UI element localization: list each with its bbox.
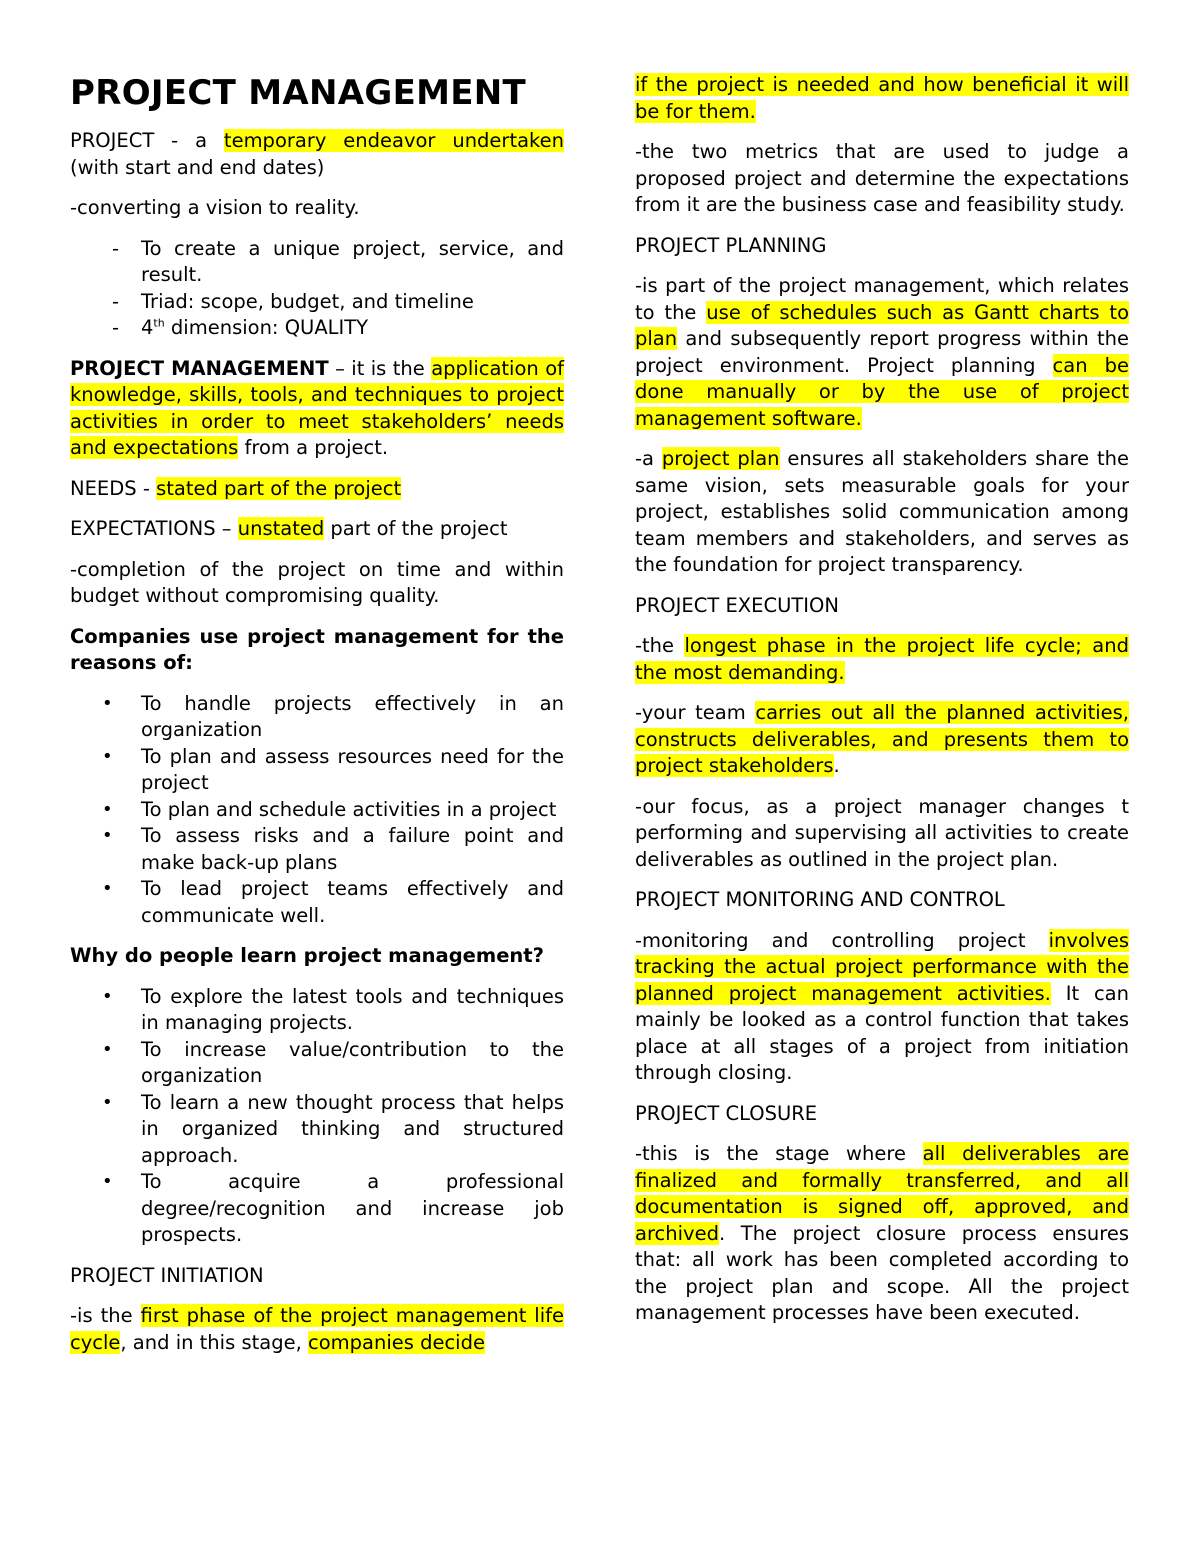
expectations-rest: part of the project <box>324 517 508 540</box>
closure-text <box>635 1141 1129 1327</box>
initiation-continuation-highlight: if the project is needed and how beneficial it will be for them. <box>635 73 1129 123</box>
why-heading: Why do people learn project management? <box>70 944 544 967</box>
metrics-text: -the two metrics that are used to judge a proposed project and determine the expectations from it are the business case and feasibility study. <box>635 140 1129 216</box>
monitoring-rest: It can mainly be looked as a control function that takes place at all stages of a project from initiation through closing. <box>635 981 1129 1084</box>
planning-highlight-1: use of schedules such as Gantt charts to plan <box>635 300 1129 350</box>
list-item-text: 4 <box>141 316 154 339</box>
bullet-marker: • <box>102 692 113 714</box>
execution-heading: PROJECT EXECUTION <box>635 593 839 617</box>
initiation-continuation <box>635 72 1129 125</box>
pm-definition <box>70 356 564 462</box>
bullet-marker: • <box>102 825 113 846</box>
list-item-text: To acquire a professional degree/recognition and increase job prospects. <box>141 1170 564 1246</box>
why-list <box>70 984 564 1249</box>
needs-definition <box>70 476 564 503</box>
list-item <box>70 315 564 342</box>
list-item-text: To plan and assess resources need for the project <box>141 744 564 794</box>
bullet-marker: • <box>102 1038 113 1060</box>
list-item-text: To learn a new thought process that helps in organized thinking and structured approach. <box>141 1090 564 1167</box>
dash-marker: - <box>112 289 120 313</box>
document-title: PROJECT MANAGEMENT <box>70 73 527 113</box>
planning-lead: -is part of the project management, which relates to the <box>635 274 1129 324</box>
project-dash-list <box>70 236 564 342</box>
expectations-highlight: unstated <box>237 517 325 540</box>
list-item-text: Triad: scope, budget, and timeline <box>141 289 474 313</box>
left-column <box>70 72 564 1370</box>
execution-lead: -the <box>635 634 685 657</box>
execution-highlight-2: carries out all the planned activities, constructs deliverables, and presents them to project stakeholders <box>635 701 1129 777</box>
bullet-marker: • <box>102 1091 113 1113</box>
list-item <box>70 289 564 316</box>
planning-heading: PROJECT PLANNING <box>635 233 827 257</box>
project-plan-lead: -a <box>635 447 662 470</box>
completion-line: -completion of the project on time and within budget without compromising quality. <box>70 557 564 607</box>
monitoring-heading: PROJECT MONITORING AND CONTROL <box>635 888 1005 911</box>
execution-lead: -your team <box>635 701 756 724</box>
right-column <box>635 72 1129 1341</box>
dash-marker: - <box>112 316 120 339</box>
initiation-heading: PROJECT INITIATION <box>70 1263 264 1287</box>
list-item <box>70 797 564 824</box>
project-plan-rest: ensures all stakeholders share the same vision, sets measurable goals for your project, establishes solid communication among team members and stakeholders, and serves as the foundation for project transparency. <box>635 447 1130 576</box>
initiation-lead: -is the <box>70 1304 141 1327</box>
project-definition-highlight: temporary endeavor undertaken <box>223 129 564 152</box>
ordinal-superscript: th <box>153 316 165 330</box>
list-item-text: To plan and schedule activities in a project <box>141 797 557 821</box>
planning-highlight-2: can be done manually or by the use of project management software. <box>635 353 1129 430</box>
pm-definition-connector: – it is the <box>328 356 432 380</box>
execution-rest: . <box>833 754 840 777</box>
list-item-text: To lead project teams effectively and communicate well. <box>141 877 564 927</box>
initiation-text <box>70 1303 564 1356</box>
execution-highlight-1: longest phase in the project life cycle; and the most demanding. <box>635 634 1129 684</box>
monitoring-text <box>635 928 1129 1087</box>
list-item-text: To create a unique project, service, and result. <box>141 236 564 286</box>
pm-definition-rest: from a project. <box>238 436 389 459</box>
list-item-text: To assess risks and a failure point and make back-up plans <box>141 824 564 874</box>
pm-definition-term: PROJECT MANAGEMENT <box>70 356 329 380</box>
list-item <box>70 1090 564 1170</box>
project-plan-highlight: project plan <box>661 447 780 470</box>
planning-text <box>635 273 1129 432</box>
bullet-marker: • <box>102 878 113 899</box>
project-definition <box>70 128 564 181</box>
list-item-text: To explore the latest tools and techniques in managing projects. <box>141 984 564 1034</box>
initiation-highlight-2: companies decide <box>307 1330 485 1354</box>
planning-connector: and subsequently report progress within the project environment. Project planning <box>635 327 1129 377</box>
initiation-highlight-1: first phase of the project management life cycle <box>70 1304 565 1354</box>
bullet-marker: • <box>102 1171 113 1192</box>
bullet-marker: • <box>102 798 113 820</box>
list-item <box>70 1169 564 1249</box>
execution-text-3: -our focus, as a project manager changes t performing and supervising all activities to create deliverables as outlined in the project plan. <box>635 794 1129 871</box>
list-item <box>70 1037 564 1090</box>
list-item-text: dimension: QUALITY <box>164 316 369 339</box>
list-item-text: To handle projects effectively in an organization <box>141 691 564 741</box>
pm-definition-highlight: application of knowledge, skills, tools, and techniques to project activities in order to meet stakeholders’ needs and expectations <box>70 356 564 459</box>
dash-marker: - <box>112 236 120 260</box>
needs-highlight: stated part of the project <box>156 476 402 500</box>
reasons-heading: Companies use project management for the reasons of: <box>70 624 564 674</box>
list-item <box>70 236 564 289</box>
project-plan-text <box>635 446 1129 579</box>
bullet-marker: • <box>102 745 113 767</box>
closure-heading: PROJECT CLOSURE <box>635 1101 818 1125</box>
list-item <box>70 744 564 797</box>
needs-term: NEEDS - <box>70 476 157 500</box>
reasons-list <box>70 691 564 930</box>
project-definition-rest: (with start and end dates) <box>70 155 325 179</box>
expectations-term: EXPECTATIONS – <box>70 517 238 540</box>
closure-rest: . The project closure process ensures that: all work has been completed according to the project plan and scope. All the project management processes have been executed. <box>635 1221 1129 1324</box>
project-definition-term: PROJECT - a <box>70 129 224 152</box>
closure-lead: -this is the stage where <box>635 1142 923 1165</box>
execution-text-1 <box>635 633 1129 686</box>
initiation-connector: , and in this stage, <box>120 1330 308 1354</box>
list-item <box>70 984 564 1037</box>
closure-highlight: all deliverables are finalized and formally transferred, and all documentation is signed off, approved, and archived <box>635 1142 1129 1245</box>
list-item <box>70 823 564 876</box>
monitoring-lead: -monitoring and controlling project <box>635 928 1049 952</box>
list-item-text: To increase value/contribution to the organization <box>141 1037 564 1087</box>
vision-line: -converting a vision to reality. <box>70 196 360 219</box>
monitoring-highlight: involves tracking the actual project performance with the planned project management activities. <box>635 928 1129 1005</box>
list-item <box>70 876 564 929</box>
bullet-marker: • <box>102 985 113 1007</box>
list-item <box>70 691 564 744</box>
execution-text-2 <box>635 700 1129 780</box>
expectations-definition <box>70 516 564 543</box>
